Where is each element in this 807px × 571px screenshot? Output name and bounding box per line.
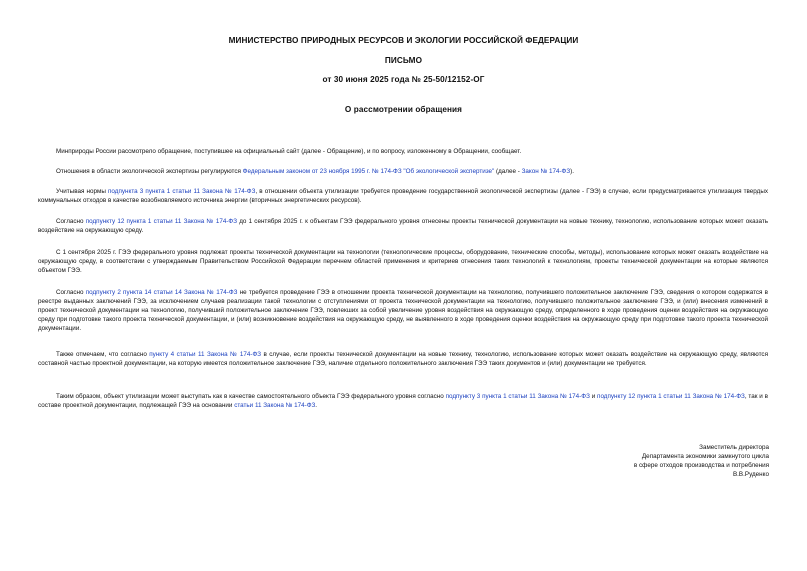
paragraph-3-text-a: Учитывая нормы (56, 188, 109, 195)
paragraph-5: С 1 сентября 2025 г. ГЭЭ федерального уровня подлежат проекты технической документации на технологии (технологические процессы, оборудование, технические способы, методы), использование которых может оказать воздействие на окружающую среду, в соответствии с утверждаемым Правительством Российской Федерации перечнем областей применения и критериев отнесения таких технологий к технологиям, проекты технической документации на которые являются объектом ГЭЭ. (38, 249, 768, 274)
paragraph-2-text-b: (далее - (494, 168, 522, 175)
article-11-link[interactable]: статьи 11 Закона № 174-ФЗ (234, 402, 316, 409)
paragraph-7 (38, 350, 768, 368)
document-type: ПИСЬМО (384, 56, 423, 65)
paragraph-2-text-a: Отношения в области экологической экспертизы регулируются (56, 168, 243, 175)
signatory-department: Департамента экономики замкнутого цикла (641, 453, 769, 460)
clause-4-article-11-link[interactable]: пункту 4 статьи 11 Закона № 174-ФЗ (149, 351, 262, 358)
document-subject: О рассмотрении обращения (344, 105, 463, 114)
subclause-2-article-14-link[interactable]: подпункту 2 пункта 14 статьи 14 Закона № 174-ФЗ (85, 289, 238, 296)
signature-block (634, 443, 769, 479)
ministry-title: МИНИСТЕРСТВО ПРИРОДНЫХ РЕСУРСОВ И ЭКОЛОГИИ РОССИЙСКОЙ ФЕДЕРАЦИИ (228, 36, 579, 45)
paragraph-1: Минприроды России рассмотрело обращение, поступившее на официальный сайт (далее - Обращение), и по вопросу, изложенному в Обращении, сообщает. (56, 148, 522, 155)
paragraph-4 (38, 217, 768, 235)
paragraph-7-text-a: Также отмечаем, что согласно (56, 351, 150, 358)
subclause-12-article-11-link-2[interactable]: подпункту 12 пункта 1 статьи 11 Закона № 174-ФЗ (597, 393, 745, 400)
signatory-name: В.В.Руденко (732, 471, 769, 478)
subclause-12-article-11-link[interactable]: подпункту 12 пункта 1 статьи 11 Закона № 174-ФЗ (85, 218, 238, 225)
law-short-name-link[interactable]: Закон № 174-ФЗ (521, 168, 571, 175)
paragraph-3 (38, 187, 768, 205)
subclause-3-article-11-link-2[interactable]: подпункту 3 пункта 1 статьи 11 Закона № 174-ФЗ (445, 393, 590, 400)
paragraph-8-text-a: Таким образом, объект утилизации может выступать как в качестве самостоятельного объекта ГЭЭ федерального уровня согласно (56, 393, 446, 400)
paragraph-4-text-a: Согласно (56, 218, 86, 225)
paragraph-7-text-b: в случае, если проекты технической документации на новые технику, технологию, использование которых может оказать воздействие на окружающую среду, являются составной частью проектной документации, на которую имеется положительное заключение ГЭЭ, наличие отдельного положительного заключения ГЭЭ таких документов и (или) документации не требуется. (38, 351, 768, 367)
paragraph-4-text-b: до 1 сентября 2025 г. к объектам ГЭЭ федерального уровня отнесены проекты технической документации на новые технику, технологию, использование которых может оказать воздействие на окружающую среду. (38, 218, 768, 234)
signatory-position: Заместитель директора (699, 444, 769, 451)
law-174-fz-link[interactable]: Федеральным законом от 23 ноября 1995 г. № 174-ФЗ "Об экологической экспертизе" (242, 168, 495, 175)
paragraph-6-text-b: не требуется проведение ГЭЭ в отношении проекта технической документации на технологию, получившего положительное заключение ГЭЭ, сведения о котором содержатся в реестре выданных заключений ГЭЭ, за исключением случаев реализации такой технологии с отступлениями от проекта технической документации на технологию, получившего положительное заключение ГЭЭ, и (или) внесения изменений в проект технической документации на технологию, получивший положительное заключение ГЭЭ, повлекших за собой увеличение уровня воздействия на окружающую среду, определенного в ходе проведения оценки воздействия на окружающую среду при подготовке такого проекта технической документации, и (или) возникновение воздействия на окружающую среду, не выявленного в ходе проведения оценки воздействия на окружающую среду при подготовке такого проекта технической документации. (38, 289, 768, 332)
paragraph-2 (38, 167, 768, 176)
paragraph-6-text-a: Согласно (56, 289, 86, 296)
document-date-number: от 30 июня 2025 года № 25-50/12152-ОГ (322, 75, 485, 84)
paragraph-8 (38, 392, 768, 410)
paragraph-2-text-c: ). (570, 168, 574, 175)
paragraph-8-text-d: . (315, 402, 318, 409)
paragraph-8-text-c: , так и в составе проектной документации, подлежащей ГЭЭ на основании (38, 393, 768, 409)
paragraph-8-text-b: и (589, 393, 598, 400)
subclause-3-article-11-link[interactable]: подпункта 3 пункта 1 статьи 11 Закона № 174-ФЗ (108, 188, 256, 195)
paragraph-3-text-b: , в отношении объекта утилизации требуется проведение государственной экологической экспертизы (далее - ГЭЭ) в случае, если предусматривается утилизация твердых коммунальных отходов в качестве возобновляемого источника энергии (вторичных энергетических ресурсов). (38, 188, 769, 204)
signatory-department-scope: в сфере отходов производства и потребления (633, 462, 769, 469)
paragraph-6 (38, 288, 768, 333)
